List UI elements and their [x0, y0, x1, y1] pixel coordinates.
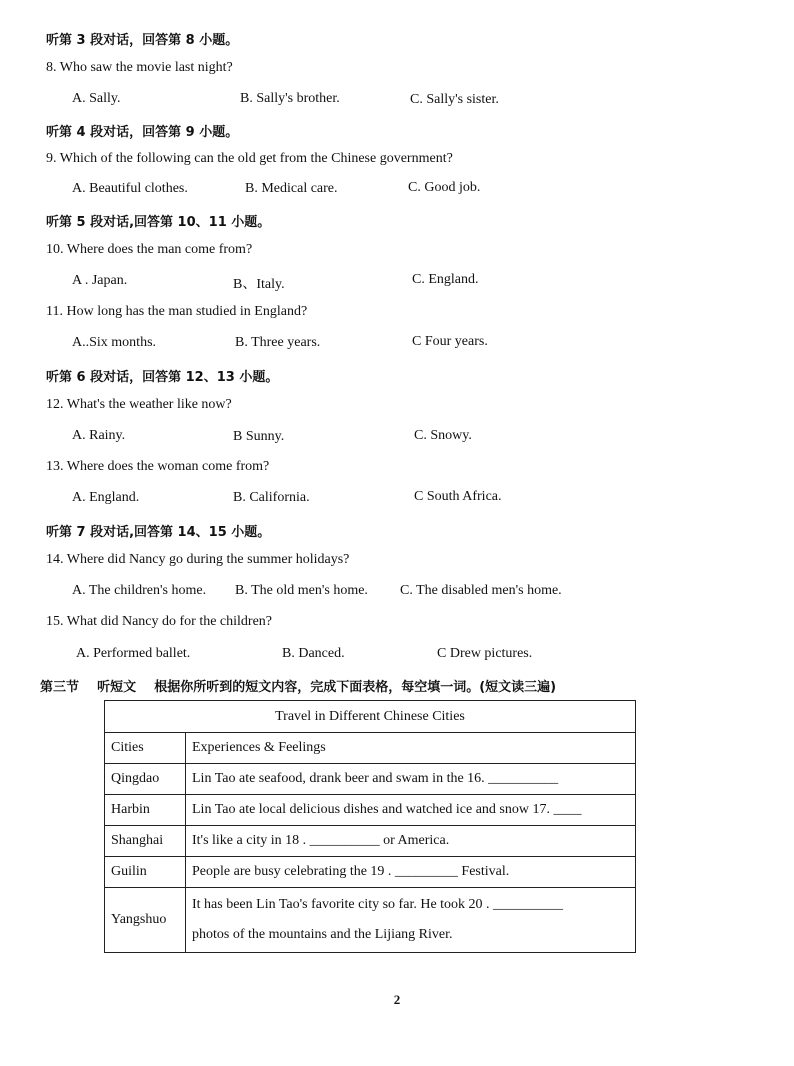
- city-cell: Qingdao: [105, 764, 186, 795]
- q14-option-c: C. The disabled men's home.: [400, 583, 562, 598]
- q8-option-c: C. Sally's sister.: [410, 92, 499, 107]
- experience-cell: [186, 888, 636, 953]
- experience-line-1: It has been Lin Tao's favorite city so far. He took 20 . __________: [192, 897, 564, 912]
- table-row: [105, 857, 636, 888]
- instruction-dialogue-4: 听第 4 段对话，回答第 9 小题。: [46, 125, 239, 140]
- q10-option-c: C. England.: [412, 272, 479, 287]
- q9-option-c: C. Good job.: [408, 180, 481, 195]
- q12-option-c: C. Snowy.: [414, 428, 472, 443]
- question-11: 11. How long has the man studied in England?: [46, 304, 308, 319]
- city-cell: Shanghai: [105, 826, 186, 857]
- city-cell: Yangshuo: [105, 888, 186, 953]
- instruction-dialogue-3: 听第 3 段对话，回答第 8 小题。: [46, 33, 239, 48]
- page-number: 2: [393, 992, 401, 1007]
- experience-cell: Lin Tao ate seafood, drank beer and swam in the 16. __________: [186, 764, 636, 795]
- table-header-row: [105, 733, 636, 764]
- experience-line-2: photos of the mountains and the Lijiang River.: [192, 927, 453, 942]
- q15-option-a: A. Performed ballet.: [76, 646, 191, 661]
- experience-cell: People are busy celebrating the 19 . _________ Festival.: [186, 857, 636, 888]
- instruction-dialogue-5: 听第 5 段对话,回答第 10、11 小题。: [46, 215, 271, 230]
- header-experiences: Experiences & Feelings: [186, 733, 636, 764]
- q13-option-c: C South Africa.: [414, 489, 502, 504]
- city-cell: Guilin: [105, 857, 186, 888]
- q12-option-a: A. Rainy.: [72, 428, 126, 443]
- q9-option-a: A. Beautiful clothes.: [72, 181, 188, 196]
- q11-option-b: B. Three years.: [235, 335, 321, 350]
- q14-option-b: B. The old men's home.: [235, 583, 368, 598]
- question-13: 13. Where does the woman come from?: [46, 459, 270, 474]
- q8-option-a: A. Sally.: [72, 91, 121, 106]
- q9-option-b: B. Medical care.: [245, 181, 338, 196]
- part3-heading: 第三节 听短文 根据你所听到的短文内容，完成下面表格，每空填一词。(短文读三遍): [40, 680, 557, 695]
- question-12: 12. What's the weather like now?: [46, 397, 232, 412]
- experience-cell: It's like a city in 18 . __________ or America.: [186, 826, 636, 857]
- question-8: 8. Who saw the movie last night?: [46, 60, 233, 75]
- q12-option-b: B Sunny.: [233, 429, 285, 444]
- question-15: 15. What did Nancy do for the children?: [46, 614, 273, 629]
- table-row: [105, 826, 636, 857]
- table-title-row: [105, 701, 636, 733]
- city-cell: Harbin: [105, 795, 186, 826]
- q14-option-a: A. The children's home.: [72, 583, 207, 598]
- instruction-dialogue-7: 听第 7 段对话,回答第 14、15 小题。: [46, 525, 271, 540]
- q11-option-a: A..Six months.: [72, 335, 157, 350]
- q11-option-c: C Four years.: [412, 334, 488, 349]
- question-14: 14. Where did Nancy go during the summer holidays?: [46, 552, 350, 567]
- table-row: [105, 795, 636, 826]
- q13-option-b: B. California.: [233, 490, 310, 505]
- travel-table: [104, 700, 636, 953]
- question-9: 9. Which of the following can the old get from the Chinese government?: [46, 151, 453, 166]
- q15-option-b: B. Danced.: [282, 646, 345, 661]
- instruction-dialogue-6: 听第 6 段对话，回答第 12、13 小题。: [46, 370, 279, 385]
- q8-option-b: B. Sally's brother.: [240, 91, 340, 106]
- question-10: 10. Where does the man come from?: [46, 242, 253, 257]
- q13-option-a: A. England.: [72, 490, 140, 505]
- q15-option-c: C Drew pictures.: [437, 646, 533, 661]
- table-title: Travel in Different Chinese Cities: [105, 701, 636, 733]
- q10-option-b: B、Italy.: [233, 277, 285, 292]
- table-row: [105, 764, 636, 795]
- q10-option-a: A . Japan.: [72, 273, 128, 288]
- table-row: [105, 888, 636, 953]
- header-cities: Cities: [105, 733, 186, 764]
- experience-cell: Lin Tao ate local delicious dishes and watched ice and snow 17. ____: [186, 795, 636, 826]
